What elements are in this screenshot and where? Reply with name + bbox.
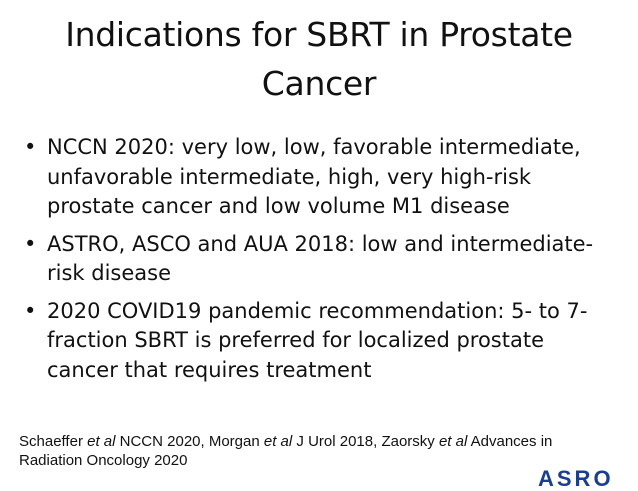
- reference-text: Schaeffer: [19, 433, 88, 450]
- bullet-list: [24, 133, 624, 393]
- reference-text: Advances in: [467, 433, 553, 450]
- reference-etal: et al: [263, 433, 293, 450]
- bullet-line: ASTRO, ASCO and AUA 2018: low and intermediate-: [47, 231, 594, 256]
- reference-etal: et al: [87, 433, 116, 450]
- bullet-item: [24, 230, 624, 289]
- bullet-line: fraction SBRT is preferred for localized prostate: [47, 328, 545, 352]
- slide-title: [30, 10, 608, 108]
- reference-text: NCCN 2020, Morgan: [115, 433, 264, 450]
- bullet-dot-icon: •: [24, 298, 37, 323]
- bullet-line: risk disease: [47, 261, 172, 285]
- bullet-dot-icon: •: [24, 135, 37, 159]
- bullet-line: prostate cancer and low volume M1 disease: [47, 194, 510, 218]
- bullet-line: cancer that requires treatment: [47, 357, 372, 382]
- astro-logo: ASRO: [538, 466, 614, 491]
- bullet-line: NCCN 2020: very low, low, favorable intermediate,: [47, 135, 581, 159]
- references-line-2: Radiation Oncology 2020: [19, 452, 188, 469]
- reference-etal: et al: [438, 433, 468, 450]
- references-line-1: [19, 432, 634, 451]
- references: [19, 432, 634, 470]
- bullet-item: [24, 133, 624, 222]
- bullet-line: unfavorable intermediate, high, very high-risk: [47, 164, 532, 189]
- bullet-line: 2020 COVID19 pandemic recommendation: 5- to 7-: [47, 298, 588, 323]
- slide-title-line-2: Cancer: [261, 64, 377, 103]
- reference-text: J Urol 2018, Zaorsky: [292, 433, 439, 450]
- slide-title-line-1: Indications for SBRT in Prostate: [65, 15, 573, 54]
- bullet-dot-icon: •: [24, 231, 37, 256]
- bullet-item: [24, 297, 624, 386]
